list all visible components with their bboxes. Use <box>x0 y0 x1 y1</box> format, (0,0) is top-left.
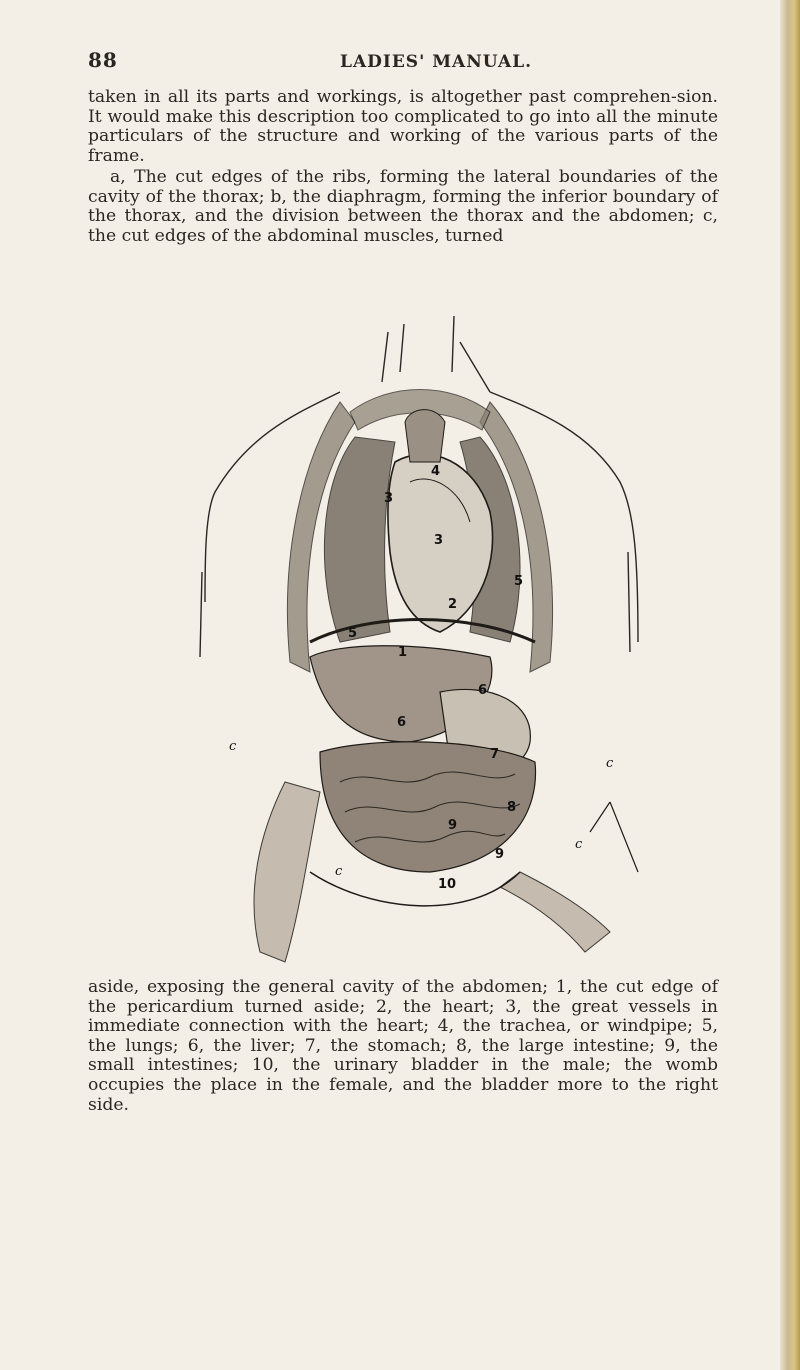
label-5b: 5 <box>348 626 358 641</box>
left-flank-line <box>200 572 202 657</box>
label-5a: 5 <box>514 574 524 589</box>
page-number: 88 <box>88 48 118 72</box>
page-edge <box>780 0 800 1370</box>
right-flank-line <box>628 552 630 652</box>
label-1: 1 <box>398 645 408 660</box>
neck-lines <box>382 316 490 392</box>
label-7: 7 <box>490 747 500 762</box>
right-abdominal-flap <box>500 872 610 952</box>
paragraph-legend-end: aside, exposing the general cavity of the abdomen; 1, the cut edge of the pericardium turned aside; 2, the heart; 3, the great vessels in immediate connection with the heart; 4, the trachea, or windpipe; 5, the lungs; 6, the liver; 7, the stomach; 8, the large intestine; 9, the small intestines; 10, the urinary bladder in the male; the womb occupies the place in the female, and the bladder more to the right side. <box>88 977 718 1115</box>
body-text-legend-end <box>88 978 718 1115</box>
anatomical-figure <box>190 312 660 972</box>
label-4: 4 <box>431 464 441 479</box>
label-8: 8 <box>507 800 517 815</box>
page-header <box>0 48 780 78</box>
body-text-top <box>88 88 718 166</box>
label-6b: 6 <box>397 715 407 730</box>
figure-drawing <box>190 312 660 972</box>
body-text-legend-start <box>88 168 718 246</box>
left-lung <box>324 437 395 642</box>
letter-c-lower-left: c <box>335 864 343 879</box>
label-6a: 6 <box>478 683 488 698</box>
letter-c-right: c <box>606 756 614 771</box>
paragraph-continuation: taken in all its parts and workings, is altogether past comprehen-sion. It would make this description too complicated to go into all the minute particulars of the structure and working of the various parts of the frame. <box>88 87 718 166</box>
paragraph-legend-start: a, The cut edges of the ribs, forming the lateral boundaries of the cavity of the thorax; b, the diaphragm, forming the inferior boundary of the thorax, and the division between the thorax and the abdomen; c, the cut edges of the abdominal muscles, turned <box>88 167 718 246</box>
running-title: LADIES' MANUAL. <box>340 52 533 72</box>
letter-c-lower-right: c <box>575 837 583 852</box>
label-9b: 9 <box>495 847 505 862</box>
great-vessels <box>405 410 445 462</box>
label-3b: 3 <box>434 533 444 548</box>
label-3a: 3 <box>384 491 394 506</box>
label-2: 2 <box>448 597 458 612</box>
letter-c-left: c <box>229 739 237 754</box>
label-9a: 9 <box>448 818 458 833</box>
label-10: 10 <box>438 877 457 892</box>
right-hip-lines <box>590 802 638 872</box>
